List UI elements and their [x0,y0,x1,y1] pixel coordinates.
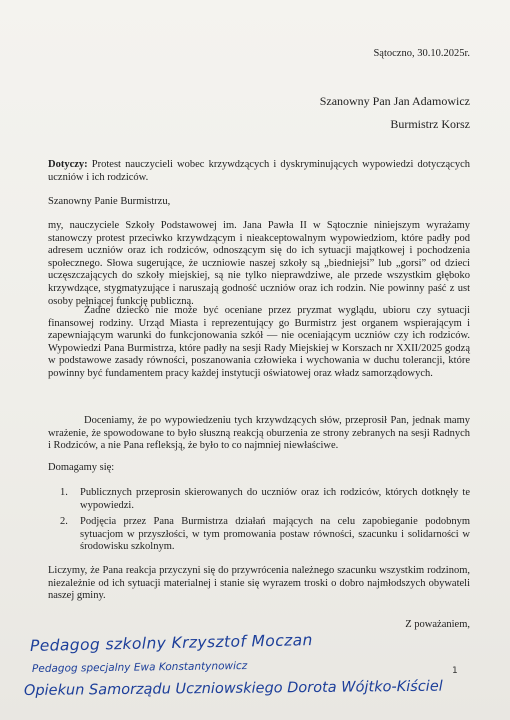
letter-date: Sątoczno, 30.10.2025r. [373,48,470,59]
list-item [48,487,470,512]
subject-label: Dotyczy: [48,159,88,170]
list-item-number: 1. [60,487,68,498]
demands-lead: Domagamy się: [48,462,115,473]
page-number: 1 [452,666,458,676]
paragraph-1: my, nauczyciele Szkoły Podstawowej im. Jana Pawła II w Sątocznie niniejszym wyrażamy stanowczy protest przeciwko krzywdzącym i nieakceptowalnym wypowiedziom, które padły pod adresem uczniów oraz ich rodziców, odnoszącym się do ich sytuacji majątkowej i pochodzenia społecznego. Słowa sugerujące, że uczniowie naszej szkoły są „biedniejsi” lub „gorsi” od dzieci uczęszczających do szkoły miejskiej, są nie tylko nieprawdziwe, ale przede wszystkim głęboko krzywdzące, stygmatyzujące i naruszają godność uczniów oraz ich rodzin. Nie powinny paść z ust osoby pełniącej funkcję publiczną. [48,220,470,307]
demands-list [48,487,470,558]
list-item-text: Publicznych przeprosin skierowanych do uczniów oraz ich rodziców, których dotknęły te wypowiedzi. [80,487,470,511]
recipient-title: Burmistrz Korsz [390,117,470,131]
signature-3: Opiekun Samorządu Uczniowskiego Dorota Wójtko-Kiściel [23,678,443,699]
subject-line [48,158,470,184]
subject-text: Protest nauczycieli wobec krzywdzących i dyskryminujących wypowiedzi dotyczących uczniów i ich rodziców. [48,159,471,183]
list-item-text: Podjęcia przez Pana Burmistrza działań mających na celu zapobieganie podobnym sytuacjom w przyszłości, w tym promowania postaw równości, szacunku i solidarności w środowisku szkolnym. [80,516,470,553]
signature-2: Pedagog specjalny Ewa Konstantynowicz [31,659,248,675]
paragraph-3: Doceniamy, że po wypowiedzeniu tych krzywdzących słów, przeprosił Pan, jednak mamy wrażenie, że spowodowane to było słuszną reakcją oburzenia ze strony zebranych na sesji Radnych i Rodziców, a nie Pana refleksją, że było to co najmniej niewłaściwe. [48,415,470,452]
final-paragraph: Liczymy, że Pana reakcja przyczyni się do przywrócenia należnego szacunku wszystkim rodzinom, niezależnie od ich sytuacji materialnej i stanie się wyrazem troski o dobro najmłodszych obywateli naszej gminy. [48,565,470,602]
paragraph-2: Żadne dziecko nie może być oceniane przez pryzmat wyglądu, ubioru czy sytuacji finansowej rodziny. Urząd Miasta i reprezentujący go Burmistrz jest organem wspierającym i zapewniającym warunki do funkcjonowania szkół — nie oceniającym uczniów czy ich rodziców. Wypowiedzi Pana Burmistrza, które padły na sesji Rady Miejskiej w Korszach nr XXII/2025 godzą w podstawowe zasady równości, poszanowania człowieka i wychowania w duchu tolerancji, które powinny być fundamentem pracy każdej instytucji oświatowej oraz władz samorządowych. [48,305,470,379]
closing: Z poważaniem, [405,619,470,630]
list-item-number: 2. [60,516,68,528]
greeting: Szanowny Panie Burmistrzu, [48,196,171,207]
signature-1: Pedagog szkolny Krzysztof Moczan [29,631,313,655]
recipient-name: Szanowny Pan Jan Adamowicz [319,94,470,108]
list-item [48,516,470,554]
